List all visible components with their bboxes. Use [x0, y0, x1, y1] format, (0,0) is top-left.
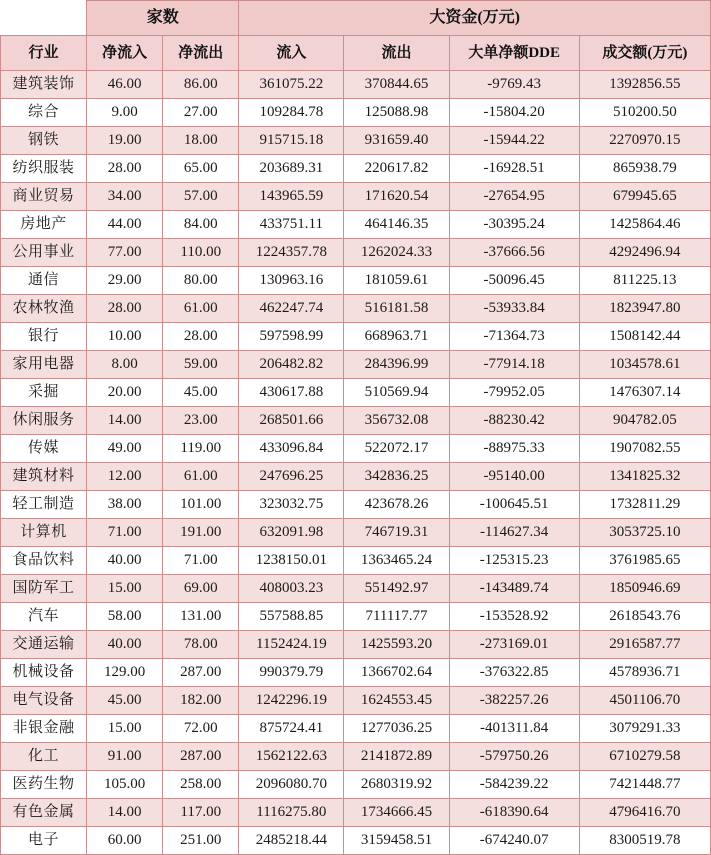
cell-turnover: 1034578.61 [579, 351, 710, 379]
table-row [1, 491, 711, 519]
cell-turnover: 4501106.70 [579, 687, 710, 715]
cell-out_count: 287.00 [163, 659, 239, 687]
cell-out_count: 59.00 [163, 351, 239, 379]
cell-industry: 纺织服装 [1, 155, 87, 183]
cell-industry: 轻工制造 [1, 491, 87, 519]
cell-in_count: 38.00 [87, 491, 163, 519]
cell-out_count: 287.00 [163, 743, 239, 771]
cell-turnover: 2270970.15 [579, 127, 710, 155]
cell-dde: -382257.26 [449, 687, 579, 715]
cell-in_count: 8.00 [87, 351, 163, 379]
table-row [1, 827, 711, 855]
cell-outflow: 746719.31 [344, 519, 449, 547]
cell-dde: -401311.84 [449, 715, 579, 743]
table-row [1, 71, 711, 99]
cell-inflow: 268501.66 [239, 407, 344, 435]
cell-inflow: 1152424.19 [239, 631, 344, 659]
cell-outflow: 510569.94 [344, 379, 449, 407]
cell-dde: -77914.18 [449, 351, 579, 379]
cell-outflow: 284396.99 [344, 351, 449, 379]
cell-out_count: 251.00 [163, 827, 239, 855]
cell-out_count: 65.00 [163, 155, 239, 183]
table-header [1, 1, 711, 71]
cell-turnover: 1341825.32 [579, 463, 710, 491]
cell-turnover: 865938.79 [579, 155, 710, 183]
cell-turnover: 6710279.58 [579, 743, 710, 771]
table-row [1, 575, 711, 603]
cell-turnover: 1425864.46 [579, 211, 710, 239]
cell-outflow: 522072.17 [344, 435, 449, 463]
cell-in_count: 15.00 [87, 715, 163, 743]
cell-inflow: 557588.85 [239, 603, 344, 631]
table-row [1, 519, 711, 547]
cell-dde: -114627.34 [449, 519, 579, 547]
cell-outflow: 423678.26 [344, 491, 449, 519]
cell-outflow: 2141872.89 [344, 743, 449, 771]
cell-inflow: 109284.78 [239, 99, 344, 127]
cell-outflow: 125088.98 [344, 99, 449, 127]
cell-turnover: 1850946.69 [579, 575, 710, 603]
cell-outflow: 1366702.64 [344, 659, 449, 687]
cell-dde: -15804.20 [449, 99, 579, 127]
cell-out_count: 23.00 [163, 407, 239, 435]
cell-in_count: 129.00 [87, 659, 163, 687]
cell-inflow: 247696.25 [239, 463, 344, 491]
cell-outflow: 220617.82 [344, 155, 449, 183]
cell-out_count: 86.00 [163, 71, 239, 99]
cell-in_count: 34.00 [87, 183, 163, 211]
cell-outflow: 464146.35 [344, 211, 449, 239]
column-header-net-inflow-count: 净流入 [87, 36, 163, 71]
cell-turnover: 7421448.77 [579, 771, 710, 799]
cell-dde: -376322.85 [449, 659, 579, 687]
group-header-counts: 家数 [87, 1, 239, 36]
cell-outflow: 1425593.20 [344, 631, 449, 659]
cell-industry: 化工 [1, 743, 87, 771]
cell-turnover: 811225.13 [579, 267, 710, 295]
cell-in_count: 9.00 [87, 99, 163, 127]
cell-inflow: 990379.79 [239, 659, 344, 687]
cell-outflow: 370844.65 [344, 71, 449, 99]
cell-in_count: 60.00 [87, 827, 163, 855]
cell-outflow: 2680319.92 [344, 771, 449, 799]
cell-inflow: 915715.18 [239, 127, 344, 155]
cell-industry: 计算机 [1, 519, 87, 547]
cell-turnover: 3053725.10 [579, 519, 710, 547]
cell-in_count: 40.00 [87, 547, 163, 575]
cell-industry: 采掘 [1, 379, 87, 407]
cell-in_count: 71.00 [87, 519, 163, 547]
cell-industry: 机械设备 [1, 659, 87, 687]
cell-inflow: 2485218.44 [239, 827, 344, 855]
group-header-blank [1, 1, 87, 36]
cell-out_count: 27.00 [163, 99, 239, 127]
table-row [1, 407, 711, 435]
cell-inflow: 1238150.01 [239, 547, 344, 575]
cell-inflow: 1242296.19 [239, 687, 344, 715]
cell-industry: 休闲服务 [1, 407, 87, 435]
cell-in_count: 77.00 [87, 239, 163, 267]
table-row [1, 463, 711, 491]
cell-dde: -88230.42 [449, 407, 579, 435]
column-header-net-outflow-count: 净流出 [163, 36, 239, 71]
cell-industry: 有色金属 [1, 799, 87, 827]
column-header-turnover: 成交额(万元) [579, 36, 710, 71]
cell-out_count: 45.00 [163, 379, 239, 407]
cell-outflow: 1624553.45 [344, 687, 449, 715]
cell-inflow: 430617.88 [239, 379, 344, 407]
cell-outflow: 1734666.45 [344, 799, 449, 827]
cell-out_count: 117.00 [163, 799, 239, 827]
column-header-inflow: 流入 [239, 36, 344, 71]
cell-outflow: 356732.08 [344, 407, 449, 435]
table-row [1, 603, 711, 631]
cell-in_count: 10.00 [87, 323, 163, 351]
cell-turnover: 1907082.55 [579, 435, 710, 463]
cell-industry: 非银金融 [1, 715, 87, 743]
cell-outflow: 171620.54 [344, 183, 449, 211]
cell-turnover: 679945.65 [579, 183, 710, 211]
cell-in_count: 45.00 [87, 687, 163, 715]
table-row [1, 379, 711, 407]
table-row [1, 239, 711, 267]
cell-dde: -37666.56 [449, 239, 579, 267]
cell-dde: -153528.92 [449, 603, 579, 631]
cell-turnover: 1392856.55 [579, 71, 710, 99]
cell-in_count: 14.00 [87, 799, 163, 827]
cell-out_count: 182.00 [163, 687, 239, 715]
cell-industry: 汽车 [1, 603, 87, 631]
cell-industry: 钢铁 [1, 127, 87, 155]
table-row [1, 771, 711, 799]
cell-inflow: 323032.75 [239, 491, 344, 519]
cell-dde: -53933.84 [449, 295, 579, 323]
cell-dde: -27654.95 [449, 183, 579, 211]
table-row [1, 547, 711, 575]
cell-dde: -143489.74 [449, 575, 579, 603]
column-header-outflow: 流出 [344, 36, 449, 71]
cell-in_count: 105.00 [87, 771, 163, 799]
cell-outflow: 1277036.25 [344, 715, 449, 743]
cell-inflow: 1224357.78 [239, 239, 344, 267]
table-row [1, 715, 711, 743]
table-row [1, 99, 711, 127]
cell-outflow: 516181.58 [344, 295, 449, 323]
cell-dde: -15944.22 [449, 127, 579, 155]
cell-out_count: 131.00 [163, 603, 239, 631]
cell-industry: 医药生物 [1, 771, 87, 799]
cell-turnover: 1476307.14 [579, 379, 710, 407]
cell-outflow: 931659.40 [344, 127, 449, 155]
table-row [1, 659, 711, 687]
cell-outflow: 342836.25 [344, 463, 449, 491]
cell-dde: -674240.07 [449, 827, 579, 855]
cell-industry: 电气设备 [1, 687, 87, 715]
cell-out_count: 78.00 [163, 631, 239, 659]
cell-industry: 家用电器 [1, 351, 87, 379]
cell-out_count: 72.00 [163, 715, 239, 743]
cell-outflow: 711117.77 [344, 603, 449, 631]
cell-out_count: 80.00 [163, 267, 239, 295]
cell-dde: -100645.51 [449, 491, 579, 519]
cell-dde: -50096.45 [449, 267, 579, 295]
cell-out_count: 119.00 [163, 435, 239, 463]
cell-dde: -579750.26 [449, 743, 579, 771]
table-row [1, 799, 711, 827]
cell-in_count: 40.00 [87, 631, 163, 659]
cell-dde: -9769.43 [449, 71, 579, 99]
cell-dde: -71364.73 [449, 323, 579, 351]
cell-inflow: 433096.84 [239, 435, 344, 463]
cell-industry: 食品饮料 [1, 547, 87, 575]
cell-inflow: 203689.31 [239, 155, 344, 183]
cell-industry: 建筑材料 [1, 463, 87, 491]
cell-industry: 交通运输 [1, 631, 87, 659]
cell-inflow: 2096080.70 [239, 771, 344, 799]
cell-out_count: 61.00 [163, 463, 239, 491]
cell-in_count: 15.00 [87, 575, 163, 603]
cell-out_count: 110.00 [163, 239, 239, 267]
cell-outflow: 181059.61 [344, 267, 449, 295]
table-row [1, 211, 711, 239]
cell-outflow: 1363465.24 [344, 547, 449, 575]
table-body [1, 71, 711, 855]
cell-inflow: 433751.11 [239, 211, 344, 239]
cell-industry: 综合 [1, 99, 87, 127]
cell-turnover: 8300519.78 [579, 827, 710, 855]
cell-turnover: 2916587.77 [579, 631, 710, 659]
cell-in_count: 28.00 [87, 155, 163, 183]
cell-inflow: 1562122.63 [239, 743, 344, 771]
cell-in_count: 29.00 [87, 267, 163, 295]
cell-dde: -584239.22 [449, 771, 579, 799]
cell-inflow: 143965.59 [239, 183, 344, 211]
cell-inflow: 408003.23 [239, 575, 344, 603]
cell-dde: -88975.33 [449, 435, 579, 463]
cell-dde: -95140.00 [449, 463, 579, 491]
cell-in_count: 12.00 [87, 463, 163, 491]
table-row [1, 351, 711, 379]
cell-out_count: 84.00 [163, 211, 239, 239]
cell-inflow: 632091.98 [239, 519, 344, 547]
cell-out_count: 258.00 [163, 771, 239, 799]
cell-turnover: 1732811.29 [579, 491, 710, 519]
cell-out_count: 18.00 [163, 127, 239, 155]
cell-out_count: 101.00 [163, 491, 239, 519]
cell-industry: 传媒 [1, 435, 87, 463]
cell-in_count: 46.00 [87, 71, 163, 99]
cell-dde: -273169.01 [449, 631, 579, 659]
table-row [1, 295, 711, 323]
cell-in_count: 19.00 [87, 127, 163, 155]
cell-out_count: 57.00 [163, 183, 239, 211]
cell-out_count: 28.00 [163, 323, 239, 351]
table-row [1, 127, 711, 155]
cell-dde: -30395.24 [449, 211, 579, 239]
cell-inflow: 130963.16 [239, 267, 344, 295]
cell-in_count: 20.00 [87, 379, 163, 407]
cell-in_count: 58.00 [87, 603, 163, 631]
cell-outflow: 3159458.51 [344, 827, 449, 855]
cell-turnover: 1508142.44 [579, 323, 710, 351]
table-row [1, 687, 711, 715]
cell-dde: -125315.23 [449, 547, 579, 575]
cell-industry: 建筑装饰 [1, 71, 87, 99]
table-row [1, 267, 711, 295]
group-header-bigmoney: 大资金(万元) [239, 1, 711, 36]
column-header-row [1, 36, 711, 71]
cell-turnover: 4796416.70 [579, 799, 710, 827]
cell-industry: 农林牧渔 [1, 295, 87, 323]
cell-out_count: 191.00 [163, 519, 239, 547]
cell-industry: 公用事业 [1, 239, 87, 267]
cell-industry: 通信 [1, 267, 87, 295]
cell-dde: -79952.05 [449, 379, 579, 407]
table-row [1, 183, 711, 211]
table-row [1, 435, 711, 463]
column-header-industry: 行业 [1, 36, 87, 71]
cell-out_count: 61.00 [163, 295, 239, 323]
cell-out_count: 69.00 [163, 575, 239, 603]
cell-turnover: 4578936.71 [579, 659, 710, 687]
cell-turnover: 904782.05 [579, 407, 710, 435]
table-row [1, 155, 711, 183]
cell-dde: -16928.51 [449, 155, 579, 183]
cell-turnover: 2618543.76 [579, 603, 710, 631]
table-row [1, 323, 711, 351]
cell-inflow: 361075.22 [239, 71, 344, 99]
cell-dde: -618390.64 [449, 799, 579, 827]
column-header-dde: 大单净额DDE [449, 36, 579, 71]
cell-in_count: 49.00 [87, 435, 163, 463]
cell-industry: 电子 [1, 827, 87, 855]
cell-inflow: 206482.82 [239, 351, 344, 379]
cell-in_count: 91.00 [87, 743, 163, 771]
cell-inflow: 597598.99 [239, 323, 344, 351]
cell-outflow: 551492.97 [344, 575, 449, 603]
table-row [1, 631, 711, 659]
cell-outflow: 1262024.33 [344, 239, 449, 267]
cell-industry: 商业贸易 [1, 183, 87, 211]
cell-industry: 房地产 [1, 211, 87, 239]
cell-in_count: 14.00 [87, 407, 163, 435]
cell-inflow: 462247.74 [239, 295, 344, 323]
cell-industry: 银行 [1, 323, 87, 351]
cell-turnover: 1823947.80 [579, 295, 710, 323]
cell-turnover: 3761985.65 [579, 547, 710, 575]
cell-outflow: 668963.71 [344, 323, 449, 351]
group-header-row [1, 1, 711, 36]
cell-in_count: 28.00 [87, 295, 163, 323]
cell-turnover: 3079291.33 [579, 715, 710, 743]
cell-inflow: 875724.41 [239, 715, 344, 743]
cell-out_count: 71.00 [163, 547, 239, 575]
cell-turnover: 4292496.94 [579, 239, 710, 267]
cell-turnover: 510200.50 [579, 99, 710, 127]
cell-inflow: 1116275.80 [239, 799, 344, 827]
cell-in_count: 44.00 [87, 211, 163, 239]
cell-industry: 国防军工 [1, 575, 87, 603]
